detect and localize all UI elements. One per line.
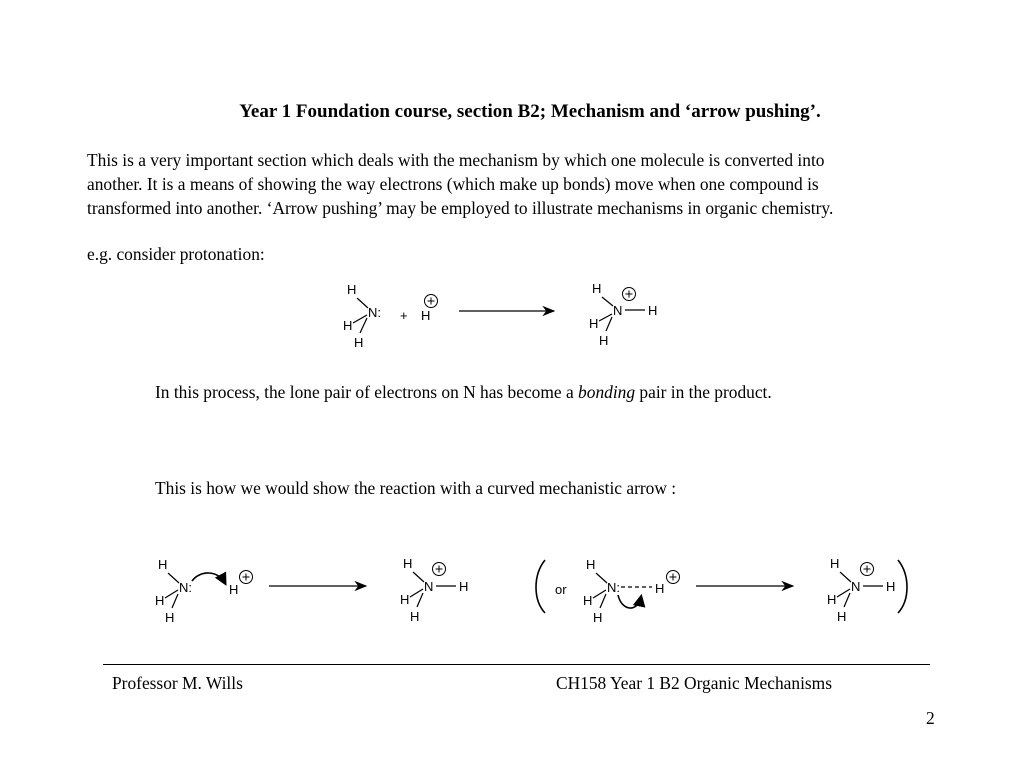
svg-text:H: H — [155, 593, 165, 608]
nitrogen-atom: N — [613, 303, 623, 318]
right-parenthesis — [898, 560, 907, 613]
curved-arrow — [618, 595, 641, 608]
emphasis-text: bonding — [578, 382, 636, 402]
plus-sign: + — [400, 308, 408, 323]
svg-text:H: H — [459, 579, 469, 594]
svg-text:N:: N: — [607, 580, 620, 595]
svg-text:H: H — [403, 556, 413, 571]
alternative-product — [827, 556, 895, 624]
svg-text:H: H — [158, 557, 168, 572]
svg-text:H: H — [165, 610, 175, 625]
hydrogen-atom: H — [599, 333, 609, 348]
hydrogen-atom: H — [421, 308, 431, 323]
intro-line: This is a very important section which deals with the mechanism by which one molecule is converted into — [87, 150, 825, 170]
svg-text:H: H — [827, 592, 837, 607]
svg-text:H: H — [655, 581, 665, 596]
footer-author: Professor M. Wills — [112, 673, 243, 693]
intro-line: transformed into another. ‘Arrow pushing’ may be employed to illustrate mechanisms in organic chemistry. — [87, 198, 834, 218]
footer-divider — [103, 664, 930, 665]
footer-course: CH158 Year 1 B2 Organic Mechanisms — [556, 673, 832, 693]
svg-text:H: H — [583, 593, 593, 608]
hydrogen-atom: H — [592, 281, 602, 296]
svg-text:N:: N: — [179, 580, 192, 595]
curved-arrow-note: This is how we would show the reaction with a curved mechanistic arrow : — [155, 478, 677, 498]
nitrogen-lone-pair: N: — [368, 305, 381, 320]
curved-arrow — [192, 573, 225, 583]
left-parenthesis — [536, 560, 545, 613]
mechanism-product — [400, 556, 468, 624]
page-number: 2 — [926, 708, 935, 728]
mechanism-reactants — [155, 557, 253, 625]
example-label: e.g. consider protonation: — [87, 244, 265, 264]
hydrogen-atom: H — [343, 318, 353, 333]
hydrogen-atom: H — [347, 282, 357, 297]
svg-text:H: H — [229, 582, 239, 597]
hydrogen-atom: H — [648, 303, 658, 318]
svg-text:H: H — [837, 609, 847, 624]
intro-line: another. It is a means of showing the way electrons (which make up bonds) move when one compound is — [87, 174, 819, 194]
page-title: Year 1 Foundation course, section B2; Mechanism and ‘arrow pushing’. — [239, 101, 821, 122]
svg-text:H: H — [593, 610, 603, 625]
svg-text:H: H — [400, 592, 410, 607]
svg-text:H: H — [410, 609, 420, 624]
svg-text:H: H — [886, 579, 896, 594]
svg-text:H: H — [586, 557, 596, 572]
hydrogen-atom: H — [354, 335, 364, 350]
or-label: or — [555, 582, 567, 597]
alternative-reactants — [583, 557, 680, 625]
svg-text:N: N — [851, 579, 861, 594]
lone-pair-note: In this process, the lone pair of electrons on N has become a bonding pair in the product. — [155, 382, 772, 402]
svg-text:H: H — [830, 556, 840, 571]
svg-text:N: N — [424, 579, 434, 594]
hydrogen-atom: H — [589, 316, 599, 331]
